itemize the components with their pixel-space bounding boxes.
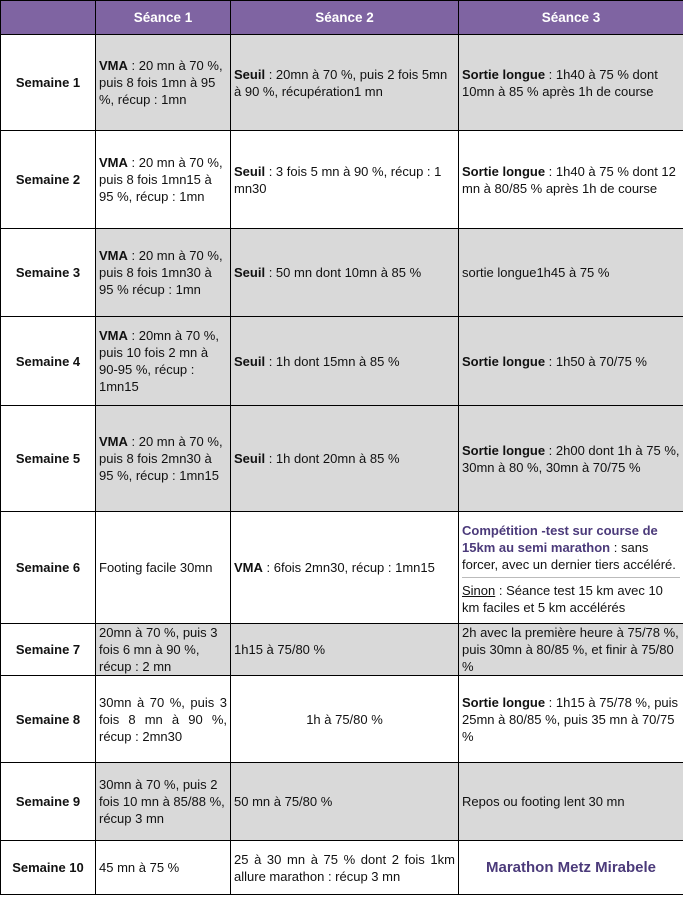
- session-type: Sortie longue: [462, 163, 546, 179]
- table-row: [1, 229, 683, 317]
- session-detail: : 6fois 2mn30, récup : 1mn15: [262, 560, 435, 575]
- session-detail: 50 mn à 75/80 %: [234, 794, 333, 809]
- competition-title: Compétition -test sur course de 15km au semi marathon: [462, 522, 658, 555]
- seance-1-cell: [96, 676, 231, 763]
- table-row: [1, 676, 683, 763]
- seance-2-cell: [231, 317, 459, 406]
- seance-1-cell: [96, 131, 231, 229]
- session-type: Seuil: [234, 265, 266, 280]
- session-detail: 30mn à 70 %, puis 3 fois 8 mn à 90 %, récup : 2mn30: [99, 694, 227, 744]
- session-type: Seuil: [234, 353, 266, 369]
- session-detail: Repos ou footing lent 30 mn: [462, 794, 625, 809]
- session-detail: 25 à 30 mn à 75 % dont 2 fois 1km allure marathon : récup 3 mn: [234, 851, 455, 884]
- session-detail: 2h avec la première heure à 75/78 %, puis 30mn à 80/85 %, et finir à 75/80 %: [462, 625, 679, 674]
- session-type: Seuil: [234, 163, 266, 179]
- table-row: [1, 406, 683, 512]
- seance-1-cell: [96, 229, 231, 317]
- table-row: [1, 131, 683, 229]
- session-detail: : 20 mn à 70 %, puis 8 fois 1mn30 à 95 % récup : 1mn: [99, 248, 223, 297]
- session-type: VMA: [99, 248, 128, 263]
- seance-1-cell: [96, 317, 231, 406]
- session-detail: : 1h50 à 70/75 %: [545, 353, 647, 369]
- session-type: Seuil: [234, 451, 266, 466]
- marathon-event: Marathon Metz Mirabele: [485, 859, 657, 876]
- session-detail: : 1h15 à 75/78 %, puis 25mn à 80/85 %, puis 35 mn à 70/75 %: [462, 694, 679, 744]
- seance-2-cell: [231, 763, 459, 841]
- week-label: Semaine 10: [1, 841, 96, 895]
- session-detail: : 50 mn dont 10mn à 85 %: [265, 265, 422, 280]
- seance-2-cell: [231, 35, 459, 131]
- session-type: VMA: [99, 328, 128, 343]
- seance-1-cell: [96, 763, 231, 841]
- week-label: Semaine 6: [1, 512, 96, 624]
- session-type: VMA: [99, 155, 128, 170]
- session-detail: 1h à 75/80 %: [306, 711, 383, 727]
- session-detail: : 1h40 à 75 % dont 12 mn à 80/85 % après 1h de course: [462, 163, 676, 196]
- seance-1-cell: [96, 512, 231, 624]
- seance-3-cell: [459, 317, 683, 406]
- week-label: Semaine 1: [1, 35, 96, 131]
- header-seance-1: Séance 1: [96, 1, 231, 35]
- table-row: [1, 317, 683, 406]
- session-detail: : 20 mn à 70 %, puis 8 fois 1mn à 95 %, récup : 1mn: [99, 58, 223, 107]
- session-detail: : 1h40 à 75 % dont 10mn à 85 % après 1h de course: [462, 66, 658, 99]
- session-detail: : 20mn à 70 %, puis 2 fois 5mn à 90 %, récupération1 mn: [234, 66, 448, 99]
- session-detail: : 1h dont 20mn à 85 %: [265, 451, 400, 466]
- seance-3-cell: [459, 763, 683, 841]
- seance-3-cell: [459, 512, 683, 624]
- session-type: Sortie longue: [462, 442, 546, 458]
- seance-2-cell: [231, 676, 459, 763]
- header-seance-2: Séance 2: [231, 1, 459, 35]
- seance-1-cell: [96, 406, 231, 512]
- week-label: Semaine 2: [1, 131, 96, 229]
- seance-2-cell: [231, 841, 459, 895]
- week-label: Semaine 3: [1, 229, 96, 317]
- week-label: Semaine 4: [1, 317, 96, 406]
- week-label: Semaine 5: [1, 406, 96, 512]
- table-row: [1, 624, 683, 676]
- table-row: [1, 841, 683, 895]
- seance-3-cell: [459, 229, 683, 317]
- seance-2-cell: [231, 406, 459, 512]
- seance-2-cell: [231, 131, 459, 229]
- session-detail: : 3 fois 5 mn à 90 %, récup : 1 mn30: [234, 163, 442, 196]
- session-type: VMA: [99, 434, 128, 449]
- session-type: VMA: [234, 560, 263, 575]
- competition-detail: : sans forcer, avec un dernier tiers accéléré.: [462, 539, 676, 572]
- seance-1-cell: [96, 624, 231, 676]
- seance-3-cell: [459, 624, 683, 676]
- session-type: VMA: [99, 58, 128, 73]
- session-type: Sortie longue: [462, 694, 546, 710]
- seance-3-cell: [459, 35, 683, 131]
- seance-2-cell: [231, 624, 459, 676]
- seance-1-cell: [96, 35, 231, 131]
- seance-1-cell: [96, 841, 231, 895]
- table-row: [1, 512, 683, 624]
- competition-option: [462, 520, 680, 578]
- seance-3-cell: [459, 841, 683, 895]
- alternative-detail: : Séance test 15 km avec 10 km faciles et 5 km accélérés: [462, 582, 663, 615]
- week-label: Semaine 8: [1, 676, 96, 763]
- session-detail: : 20mn à 70 %, puis 10 fois 2 mn à 90-95 %, récup : 1mn15: [99, 328, 219, 394]
- session-detail: 20mn à 70 %, puis 3 fois 6 mn à 90 %, récup : 2 mn: [99, 625, 218, 674]
- week-label: Semaine 7: [1, 624, 96, 676]
- session-detail: sortie longue1h45 à 75 %: [462, 265, 610, 280]
- session-detail: 45 mn à 75 %: [99, 860, 180, 875]
- alternative-option: [462, 578, 680, 616]
- header-row: [1, 1, 683, 35]
- session-detail: : 2h00 dont 1h à 75 %, 30mn à 80 %, 30mn à 70/75 %: [462, 442, 680, 475]
- seance-3-cell: [459, 676, 683, 763]
- seance-3-cell: [459, 406, 683, 512]
- header-blank: [1, 1, 96, 35]
- session-detail: : 20 mn à 70 %, puis 8 fois 1mn15 à 95 %, récup : 1mn: [99, 155, 223, 204]
- session-detail: Footing facile 30mn: [99, 560, 213, 575]
- session-type: Sortie longue: [462, 66, 546, 82]
- session-detail: : 20 mn à 70 %, puis 8 fois 2mn30 à 95 %, récup : 1mn15: [99, 434, 223, 483]
- alternative-label: Sinon: [462, 582, 496, 598]
- session-type: Seuil: [234, 66, 266, 82]
- session-detail: : 1h dont 15mn à 85 %: [265, 353, 400, 369]
- week-label: Semaine 9: [1, 763, 96, 841]
- header-seance-3: Séance 3: [459, 1, 683, 35]
- table-row: [1, 763, 683, 841]
- seance-2-cell: [231, 512, 459, 624]
- seance-2-cell: [231, 229, 459, 317]
- session-detail: 30mn à 70 %, puis 2 fois 10 mn à 85/88 %, récup 3 mn: [99, 777, 225, 826]
- session-type: Sortie longue: [462, 353, 546, 369]
- session-detail: 1h15 à 75/80 %: [234, 642, 326, 657]
- table-row: [1, 35, 683, 131]
- seance-3-cell: [459, 131, 683, 229]
